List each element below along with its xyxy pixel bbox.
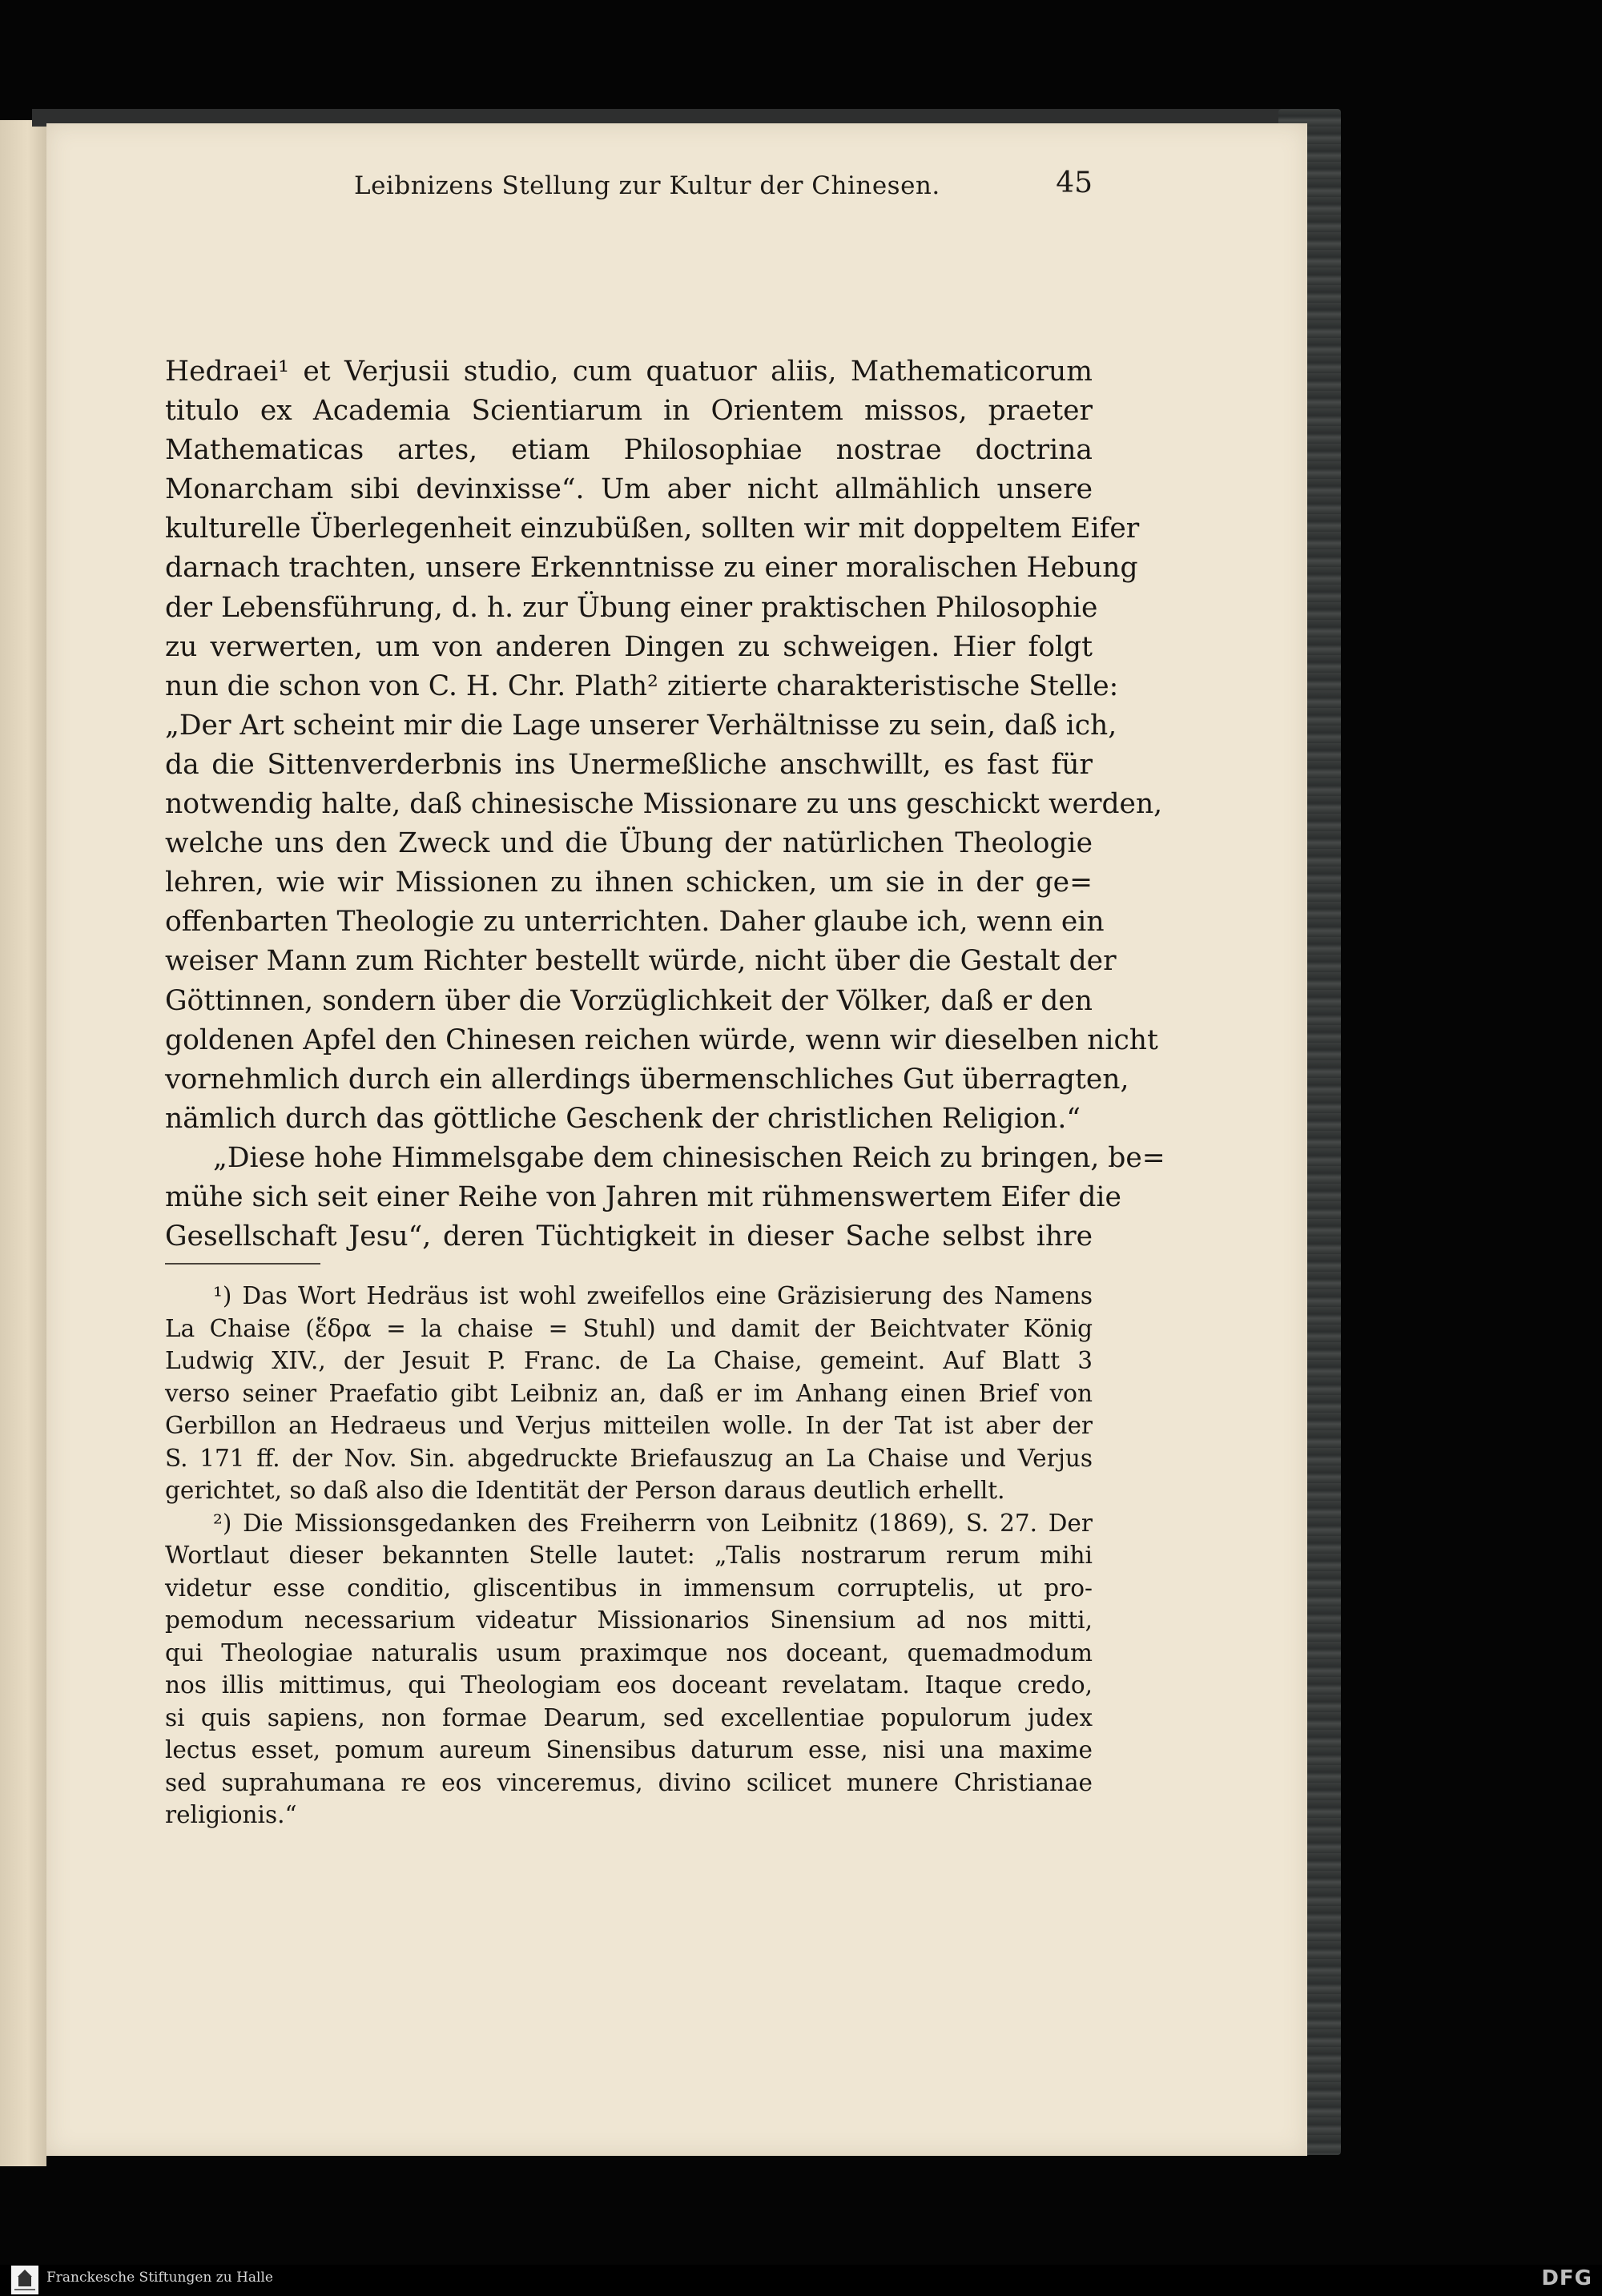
footnote-line: gerichtet, so daß also die Identität der Person daraus deutlich erhellt. (165, 1477, 1005, 1504)
text-line: „Diese hohe Himmelsgabe dem chinesischen Reich zu bringen, be= (213, 1141, 1165, 1174)
text-line: da die Sittenverderbnis ins Unermeßliche anschwillt, es fast für (165, 748, 1093, 781)
text-line: goldenen Apfel den Chinesen reichen würde, wenn wir dieselben nicht (165, 1023, 1158, 1056)
text-line: Mathematicas artes, etiam Philosophiae nostrae doctrina (165, 434, 1093, 467)
text-line: vornehmlich durch ein allerdings übermenschliches Gut überragten, (165, 1063, 1129, 1096)
facing-page-edge (0, 120, 46, 2166)
institution-logo-icon (11, 2266, 38, 2294)
text-line: zu verwerten, um von anderen Dingen zu schweigen. Hier folgt (165, 630, 1093, 663)
text-line: lehren, wie wir Missionen zu ihnen schicken, um sie in der ge= (165, 867, 1093, 899)
footnote-line: religionis.“ (165, 1801, 297, 1828)
text-line: nun die schon von C. H. Chr. Plath² zitierte charakteristische Stelle: (165, 669, 1119, 702)
footnotes (165, 1280, 1093, 1832)
footnote-line: videtur esse conditio, gliscentibus in immensum corruptelis, ut pro- (165, 1574, 1093, 1602)
footnote-line: S. 171 ff. der Nov. Sin. abgedruckte Briefauszug an La Chaise und Verjus (165, 1444, 1093, 1472)
running-title: Leibnizens Stellung zur Kultur der Chinesen. (354, 171, 940, 200)
text-line: weiser Mann zum Richter bestellt würde, nicht über die Gestalt der (165, 945, 1117, 978)
text-line: mühe sich seit einer Reihe von Jahren mit rühmenswertem Eifer die (165, 1180, 1121, 1213)
footnote-rule (165, 1263, 320, 1265)
text-line: Hedraei¹ et Verjusii studio, cum quatuor aliis, Mathematicorum (165, 356, 1093, 388)
text-line: kulturelle Überlegenheit einzubüßen, sollten wir mit doppeltem Eifer (165, 513, 1140, 545)
text-line: der Lebensführung, d. h. zur Übung einer praktischen Philosophie (165, 591, 1098, 624)
footnote-line: si quis sapiens, non formae Dearum, sed excellentiae populorum judex (165, 1703, 1093, 1731)
text-line: Göttinnen, sondern über die Vorzüglichkeit der Völker, daß er den (165, 984, 1093, 1017)
footnote-line: Wortlaut dieser bekannten Stelle lautet: „Talis nostrarum rerum mihi (165, 1542, 1093, 1569)
text-line: titulo ex Academia Scientiarum in Orientem missos, praeter (165, 395, 1093, 428)
text-line: darnach trachten, unsere Erkenntnisse zu einer moralischen Hebung (165, 552, 1138, 585)
footnote-line: ²) Die Missionsgedanken des Freiherrn von Leibnitz (1869), S. 27. Der (213, 1509, 1093, 1537)
text-line: Gesellschaft Jesu“, deren Tüchtigkeit in dieser Sache selbst ihre (165, 1220, 1093, 1253)
footnote-line: Ludwig XIV., der Jesuit P. Franc. de La Chaise, gemeint. Auf Blatt 3 (165, 1347, 1093, 1374)
text-line: offenbarten Theologie zu unterrichten. Daher glaube ich, wenn ein (165, 906, 1105, 939)
footnote-line: lectus esset, pomum aureum Sinensibus daturum esse, nisi una maxime (165, 1736, 1093, 1763)
footnote-line: La Chaise (ἕδρα = la chaise = Stuhl) und damit der Beichtvater König (165, 1314, 1093, 1342)
footnote-line: pemodum necessarium videatur Missionarios Sinensium ad nos mitti, (165, 1606, 1093, 1634)
text-line: „Der Art scheint mir die Lage unserer Verhältnisse zu sein, daß ich, (165, 709, 1117, 742)
footnote-line: ¹) Das Wort Hedräus ist wohl zweifellos eine Gräzisierung des Namens (213, 1282, 1093, 1309)
text-line: welche uns den Zweck und die Übung der natürlichen Theologie (165, 827, 1093, 860)
footnote-line: qui Theologiae naturalis usum praximque nos doceant, quemadmodum (165, 1639, 1093, 1667)
institution-name: Franckesche Stiftungen zu Halle (46, 2270, 273, 2286)
footnote-line: verso seiner Praefatio gibt Leibniz an, daß er im Anhang einen Brief von (165, 1379, 1093, 1407)
main-text (165, 352, 1165, 1257)
footnote-line: sed suprahumana re eos vinceremus, divino scilicet munere Christianae (165, 1768, 1093, 1796)
running-head (304, 165, 1093, 210)
page-number: 45 (1056, 167, 1093, 199)
text-line: nämlich durch das göttliche Geschenk der christlichen Religion.“ (165, 1102, 1081, 1135)
dfg-logo: DFG (1541, 2266, 1592, 2290)
text-line: Monarcham sibi devinxisse“. Um aber nicht allmählich unsere (165, 473, 1093, 506)
text-line: notwendig halte, daß chinesische Missionare zu uns geschickt werden, (165, 788, 1163, 821)
footnote-line: nos illis mittimus, qui Theologiam eos doceant revelatam. Itaque credo, (165, 1671, 1093, 1699)
footnote-line: Gerbillon an Hedraeus und Verjus mitteilen wolle. In der Tat ist aber der (165, 1412, 1093, 1439)
